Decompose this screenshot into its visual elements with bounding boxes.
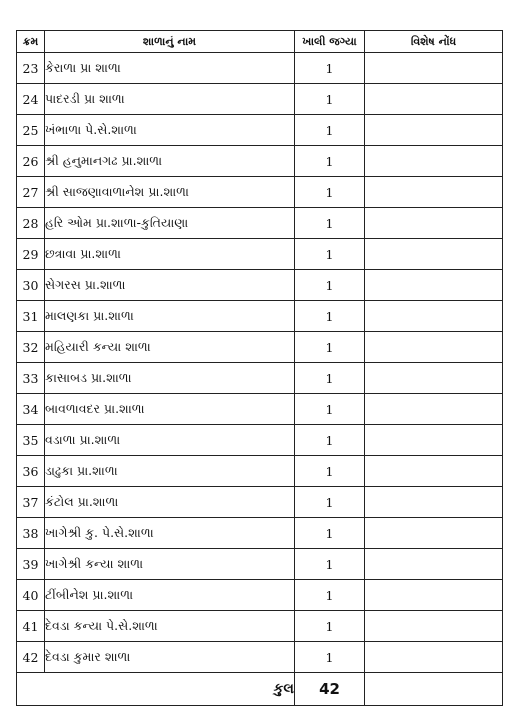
row-serial: 27 <box>17 177 45 208</box>
row-remarks <box>365 177 503 208</box>
vacancy-table <box>16 30 503 706</box>
table-row <box>17 177 503 208</box>
table-row <box>17 518 503 549</box>
header-remarks: વિશેષ નોંધ <box>365 31 503 53</box>
total-row <box>17 673 503 706</box>
row-remarks <box>365 84 503 115</box>
row-serial: 34 <box>17 394 45 425</box>
total-label: કુલ <box>17 673 295 706</box>
row-serial: 28 <box>17 208 45 239</box>
row-serial: 36 <box>17 456 45 487</box>
table-row <box>17 301 503 332</box>
row-school-name: શ્રી સાજણાવાળાનેશ પ્રા.શાળા <box>45 177 295 208</box>
row-school-name: દેવડા કન્યા પે.સે.શાળા <box>45 611 295 642</box>
row-remarks <box>365 611 503 642</box>
header-school-name: શાળાનું નામ <box>45 31 295 53</box>
row-vacancies: 1 <box>295 580 365 611</box>
row-serial: 30 <box>17 270 45 301</box>
row-serial: 25 <box>17 115 45 146</box>
row-remarks <box>365 208 503 239</box>
row-remarks <box>365 549 503 580</box>
row-school-name: ટીંબીનેશ પ્રા.શાળા <box>45 580 295 611</box>
table-row <box>17 456 503 487</box>
row-school-name: શ્રી હનુમાનગઢ પ્રા.શાળા <box>45 146 295 177</box>
row-vacancies: 1 <box>295 239 365 270</box>
row-remarks <box>365 53 503 84</box>
header-vacancies: ખાલી જગ્યા <box>295 31 365 53</box>
row-remarks <box>365 332 503 363</box>
row-vacancies: 1 <box>295 456 365 487</box>
row-school-name: પાદરડી પ્રા શાળા <box>45 84 295 115</box>
table-row <box>17 363 503 394</box>
row-serial: 33 <box>17 363 45 394</box>
total-remarks-cell <box>365 673 503 706</box>
row-school-name: હરિ ઓમ પ્રા.શાળા-કુતિયાણા <box>45 208 295 239</box>
row-remarks <box>365 580 503 611</box>
row-remarks <box>365 487 503 518</box>
row-school-name: માલણકા પ્રા.શાળા <box>45 301 295 332</box>
row-remarks <box>365 301 503 332</box>
row-vacancies: 1 <box>295 363 365 394</box>
row-vacancies: 1 <box>295 549 365 580</box>
row-vacancies: 1 <box>295 84 365 115</box>
table-row <box>17 580 503 611</box>
row-school-name: ડાઢુકા પ્રા.શાળા <box>45 456 295 487</box>
row-remarks <box>365 270 503 301</box>
row-vacancies: 1 <box>295 425 365 456</box>
row-remarks <box>365 642 503 673</box>
row-serial: 39 <box>17 549 45 580</box>
row-serial: 23 <box>17 53 45 84</box>
row-remarks <box>365 425 503 456</box>
row-serial: 26 <box>17 146 45 177</box>
total-value: 42 <box>295 673 365 706</box>
row-vacancies: 1 <box>295 611 365 642</box>
row-school-name: ખાગેશ્રી કુ. પે.સે.શાળા <box>45 518 295 549</box>
table-row <box>17 425 503 456</box>
table-row <box>17 146 503 177</box>
row-vacancies: 1 <box>295 394 365 425</box>
row-vacancies: 1 <box>295 208 365 239</box>
row-remarks <box>365 239 503 270</box>
table-row <box>17 53 503 84</box>
table-row <box>17 611 503 642</box>
table-row <box>17 394 503 425</box>
row-vacancies: 1 <box>295 146 365 177</box>
header-serial: ક્રમ <box>17 31 45 53</box>
row-school-name: મહિયારી કન્યા શાળા <box>45 332 295 363</box>
row-school-name: સેગરસ પ્રા.શાળા <box>45 270 295 301</box>
table-row <box>17 270 503 301</box>
row-remarks <box>365 146 503 177</box>
row-school-name: ખંભાળા પે.સે.શાળા <box>45 115 295 146</box>
table-row <box>17 84 503 115</box>
row-school-name: છત્રાવા પ્રા.શાળા <box>45 239 295 270</box>
row-school-name: બાવળાવદર પ્રા.શાળા <box>45 394 295 425</box>
row-serial: 37 <box>17 487 45 518</box>
table-row <box>17 549 503 580</box>
table-row <box>17 642 503 673</box>
row-vacancies: 1 <box>295 332 365 363</box>
row-remarks <box>365 456 503 487</box>
row-school-name: વડાળા પ્રા.શાળા <box>45 425 295 456</box>
row-serial: 42 <box>17 642 45 673</box>
table-row <box>17 115 503 146</box>
row-remarks <box>365 518 503 549</box>
row-remarks <box>365 115 503 146</box>
table-row <box>17 487 503 518</box>
row-school-name: કંટોલ પ્રા.શાળા <box>45 487 295 518</box>
row-serial: 41 <box>17 611 45 642</box>
row-vacancies: 1 <box>295 301 365 332</box>
row-serial: 31 <box>17 301 45 332</box>
row-school-name: કેરાળા પ્રા શાળા <box>45 53 295 84</box>
row-remarks <box>365 394 503 425</box>
table-row <box>17 239 503 270</box>
row-vacancies: 1 <box>295 487 365 518</box>
row-vacancies: 1 <box>295 642 365 673</box>
table-row <box>17 332 503 363</box>
row-vacancies: 1 <box>295 518 365 549</box>
row-serial: 38 <box>17 518 45 549</box>
row-vacancies: 1 <box>295 53 365 84</box>
row-school-name: દેવડા કુમાર શાળા <box>45 642 295 673</box>
row-serial: 29 <box>17 239 45 270</box>
row-remarks <box>365 363 503 394</box>
row-serial: 32 <box>17 332 45 363</box>
row-serial: 35 <box>17 425 45 456</box>
row-school-name: કાસાબડ પ્રા.શાળા <box>45 363 295 394</box>
row-serial: 40 <box>17 580 45 611</box>
row-school-name: ખાગેશ્રી કન્યા શાળા <box>45 549 295 580</box>
row-serial: 24 <box>17 84 45 115</box>
row-vacancies: 1 <box>295 270 365 301</box>
row-vacancies: 1 <box>295 177 365 208</box>
table-row <box>17 208 503 239</box>
table-header-row <box>17 31 503 53</box>
row-vacancies: 1 <box>295 115 365 146</box>
